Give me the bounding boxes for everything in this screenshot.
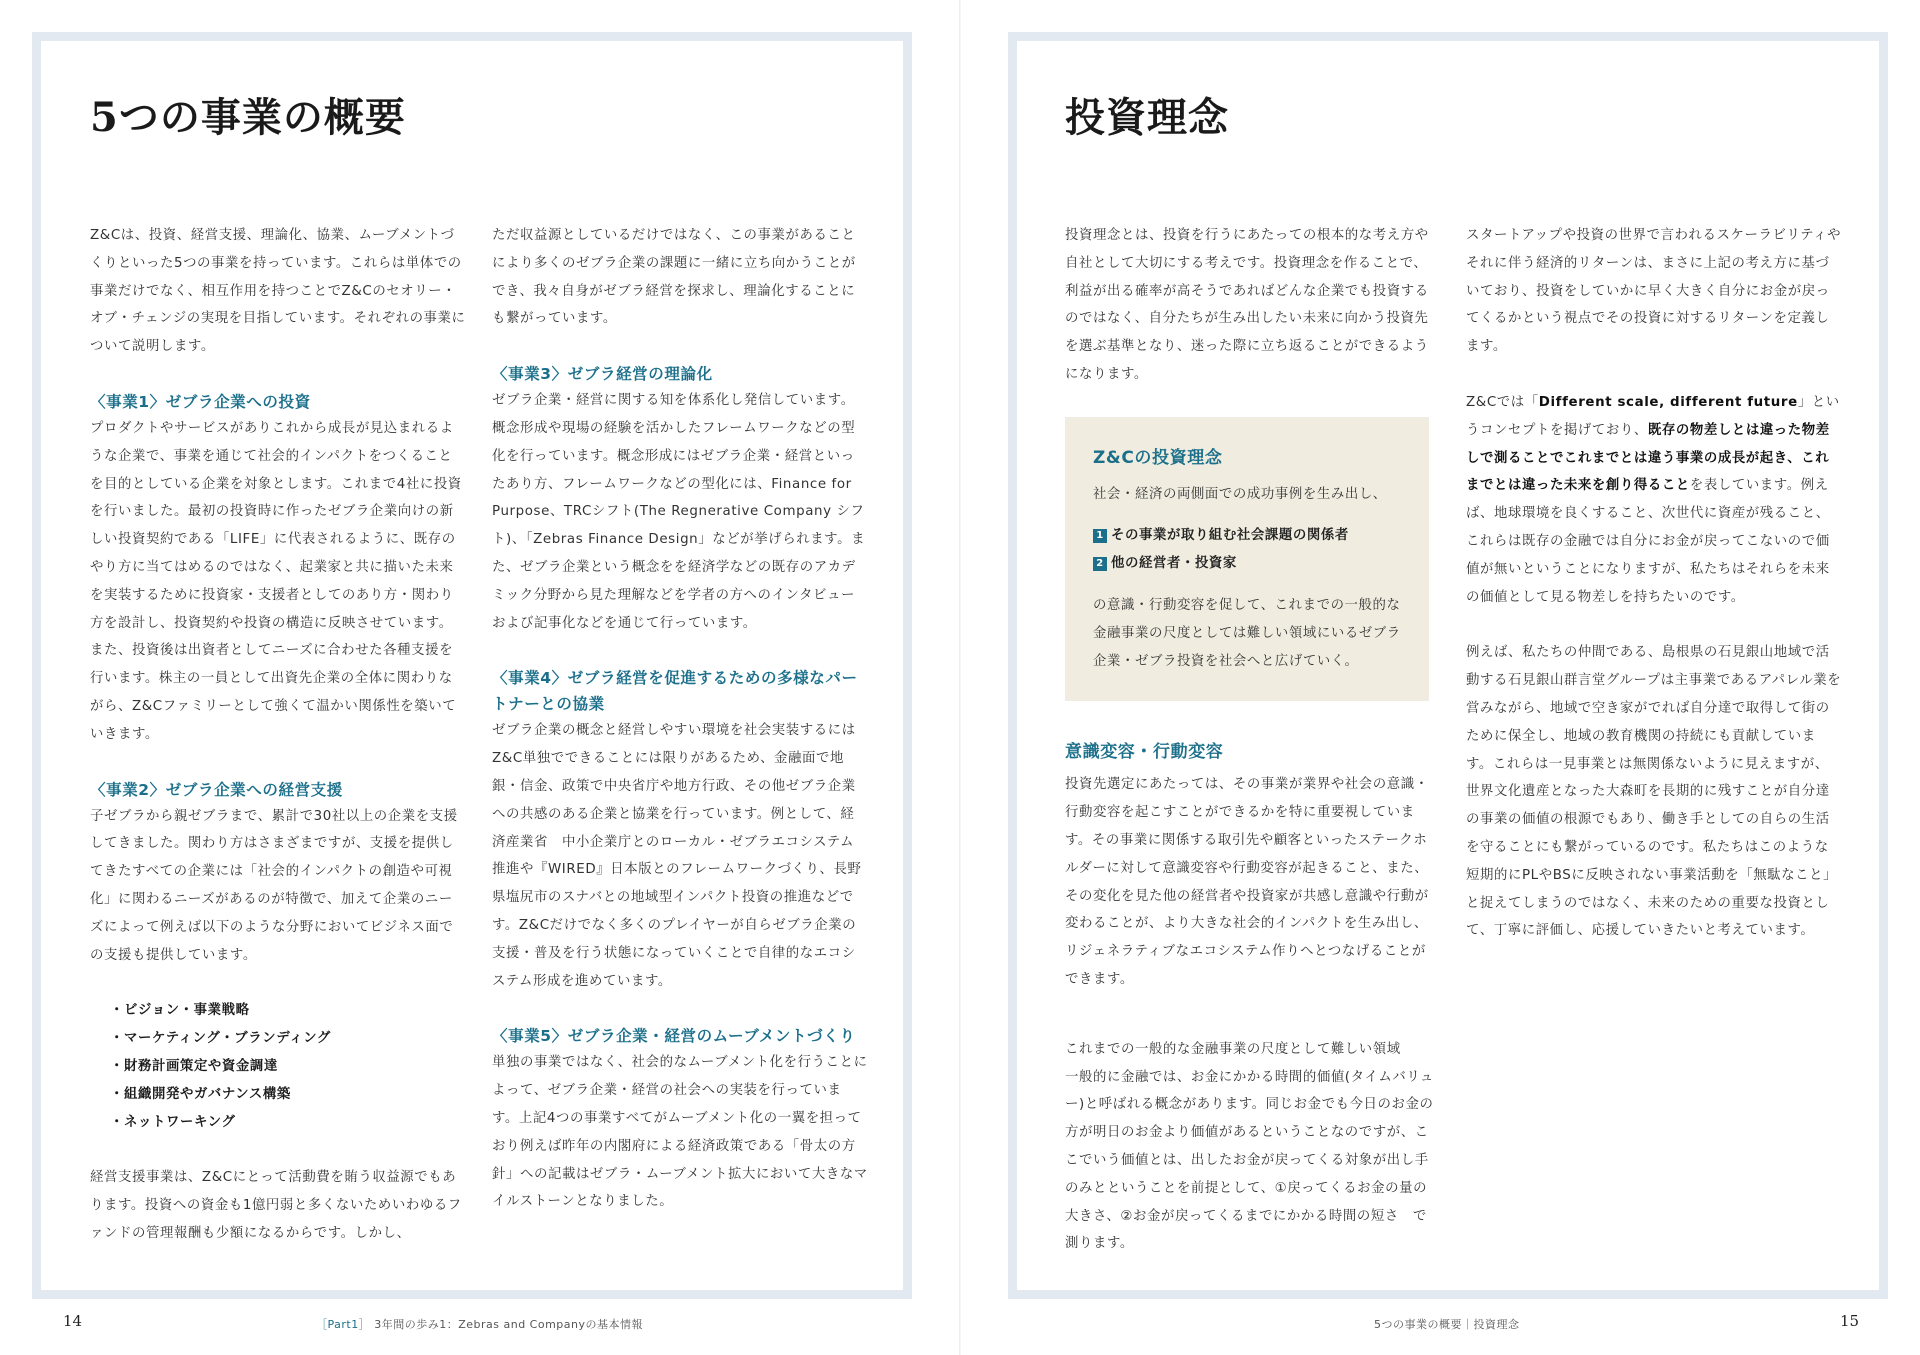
list-item: ・組織開発やガバナンス構築 <box>110 1086 291 1102</box>
concept-paragraph <box>1466 389 1842 611</box>
callout-item-text: 他の経営者・投資家 <box>1111 556 1237 572</box>
page-number: 15 <box>1840 1312 1860 1330</box>
text-fragment: を表しています。例えば、地球環境を良くすること、次世代に資産が残ること、これらは既存の金融では自分にお金が戻ってこないので価値が無いということになりますが、私たちはそれらを未来の価値として見る物差しを持ちたいのです。 <box>1466 478 1830 605</box>
callout-item-1 <box>1093 522 1401 550</box>
col2-continuation: ただ収益源としているだけではなく、この事業があることにより多くのゼブラ企業の課題に一緒に立ち向かうことができ、我々自身がゼブラ経営を探求し、理論化することにも繋がっています。 <box>492 228 856 327</box>
section2-body: これまでの一般的な金融事業の尺度として難しい領域 一般的に金融では、お金にかかる時間的価値(タイムバリュー)と呼ばれる概念があります。同じお金でも今日のお金の方が明日のお金より価値があるということなのですが、ここでいう価値とは、出したお金が戻ってくる対象が出し手のみとということを前提として、①戻ってくるお金の量の大きさ、②お金が戻ってくるまでにかかる時間の短さ で測ります。 <box>1065 1041 1434 1252</box>
right-column-1 <box>1065 222 1437 1258</box>
biz3-heading: 〈事業3〉ゼブラ経営の理論化 <box>492 365 713 384</box>
running-footer <box>316 1316 643 1332</box>
number-badge: 2 <box>1093 557 1107 571</box>
emphasis-phrase: 既存の物差しとは違った物差しで測ることでこれまでとは違う事業の成長が起き、これまでとは違った未来を創り得ること <box>1466 422 1830 494</box>
biz2-heading: 〈事業2〉ゼブラ企業への経営支援 <box>90 780 343 799</box>
number-badge: 1 <box>1093 529 1107 543</box>
running-footer-part: ［Part1］ <box>316 1318 371 1331</box>
biz1-body: プロダクトやサービスがありこれから成長が見込まれるような企業で、事業を通じて社会的インパクトをつくることを目的としている企業を対象とします。これまで4社に投資を行いました。最初の投資時に作ったゼブラ企業向けの新しい投資契約である「LIFE」に代表されるように、既存のやり方に当てはめるのではなく、起業家と共に描いた未来を実装するために投資家・支援者としてのあり方・関わり方を設計し、投資契約や投資の構造に反映させています。また、投資後は出資者としてニーズに合わせた各種支援を行います。株主の一員として出資先企業の全体に関わりながら、Z&Cファミリーとして強くて温かい関係性を築いていきます。 <box>90 420 462 742</box>
biz4-heading: 〈事業4〉ゼブラ経営を促進するための多様なパートナーとの協業 <box>492 669 858 714</box>
example-paragraph: 例えば、私たちの仲間である、島根県の石見銀山地域で活動する石見銀山群言堂グループは主事業であるアパレル業を営みながら、地域で空き家がでれば自分達で取得して街のために保全し、地域の教育機関の持続にも貢献しています。これらは一見事業とは無関係ないように見えますが、世界文化遺産となった大森町を長期的に残すことが自分達の事業の価値の根源でもあり、働き手としての自らの生活を守ることにも繋がっているのです。私たちはこのような短期的にPLやBSに反映されない事業活動を「無駄なこと」と捉えてしまうのではなく、未来のための重要な投資として、丁寧に評価し、応援していきたいと考えています。 <box>1466 645 1842 939</box>
callout-lead: 社会・経済の両側面での成功事例を生み出し、 <box>1093 486 1387 502</box>
page-number: 14 <box>63 1312 83 1330</box>
list-item: ・財務計画策定や資金調達 <box>110 1058 278 1074</box>
section-heading: 意識変容・行動変容 <box>1065 742 1224 763</box>
biz4-body: ゼブラ企業の概念と経営しやすい環境を社会実装するにはZ&C単独でできることには限りがあるため、金融面で地銀・信金、政策で中央省庁や地方行政、その他ゼブラ企業への共感のある企業と協業を行っています。例として、経済産業省 中小企業庁とのローカル・ゼブラエコシステム推進や『WIRED』日本版とのフレームワークづくり、長野県塩尻市のスナバとの地域型インパクト投資の推進などです。Z&Cだけでなく多くのプレイヤーが自らゼブラ企業の支援・普及を行う状態になっていくことで自律的なエコシステム形成を進めています。 <box>492 723 862 989</box>
left-column-1 <box>90 222 466 1248</box>
philosophy-callout <box>1065 417 1429 702</box>
list-item: ・ビジョン・事業戦略 <box>110 1003 250 1019</box>
callout-item-2 <box>1093 550 1401 578</box>
intro-paragraph: 投資理念とは、投資を行うにあたっての根本的な考え方や自社として大切にする考えです。投資理念を作ることで、利益が出る確率が高そうであればどんな企業でも投資するのではなく、自分たちが生み出したい未来に向かう投資先を選ぶ基準となり、迷った際に立ち返ることができるようになります。 <box>1065 228 1429 382</box>
running-footer-text: 3年間の歩み1：Zebras and Companyの基本情報 <box>374 1318 644 1331</box>
callout-item-text: その事業が取り組む社会課題の関係者 <box>1111 528 1349 544</box>
intro-paragraph: Z&Cは、投資、経営支援、理論化、協業、ムーブメントづくりといった5つの事業を持っています。これらは単体での事業だけでなく、相互作用を持つことでZ&Cのセオリー・オブ・チェンジの実現を目指しています。それぞれの事業について説明します。 <box>90 228 466 355</box>
list-item: ・マーケティング・ブランディング <box>110 1031 331 1047</box>
biz5-body: 単独の事業ではなく、社会的なムーブメント化を行うことによって、ゼブラ企業・経営の社会への実装を行っています。上記4つの事業すべてがムーブメント化の一翼を担っており例えば昨年の内閣府による経済政策である「骨太の方針」への記載はゼブラ・ムーブメント拡大において大きなマイルストーンとなりました。 <box>492 1055 868 1210</box>
biz2-list <box>110 997 466 1136</box>
right-page <box>960 0 1920 1355</box>
text-fragment: 」というコンセプトを掲げており、 <box>1466 394 1840 438</box>
left-column-2 <box>492 222 868 1244</box>
section-body: 投資先選定にあたっては、その事業が業界や社会の意識・行動変容を起こすことができるかを特に重要視しています。その事業に関係する取引先や顧客といったステークホルダーに対して意識変容や行動変容が起きること、また、その変化を見た他の経営者や投資家が共感し意識や行動が変わることが、より大きな社会的インパクトを生み出し、リジェネラティブなエコシステム作りへとつなげることができます。 <box>1065 777 1429 987</box>
biz5-heading: 〈事業5〉ゼブラ企業・経営のムーブメントづくり <box>492 1027 856 1046</box>
callout-body: の意識・行動変容を促して、これまでの一般的な金融事業の尺度としては難しい領域にいるゼブラ企業・ゼブラ投資を社会へと広げていく。 <box>1093 597 1401 669</box>
concept-phrase: Different scale, different future <box>1538 394 1798 410</box>
right-column-2 <box>1466 222 1842 945</box>
text-fragment: Z&Cでは「 <box>1466 394 1539 410</box>
running-footer: 5つの事業の概要｜投資理念 <box>1374 1318 1520 1331</box>
page-title: 5つの事業の概要 <box>90 94 406 141</box>
list-item: ・ネットワーキング <box>110 1114 236 1130</box>
callout-title: Z&Cの投資理念 <box>1093 447 1223 468</box>
biz2-after: 経営支援事業は、Z&Cにとって活動費を賄う収益源でもあります。投資への資金も1億円弱と多くないためいわゆるファンドの管理報酬も少額になるからです。しかし、 <box>90 1170 462 1241</box>
scalability-paragraph: スタートアップや投資の世界で言われるスケーラビリティやそれに伴う経済的リターンは、まさに上記の考え方に基づいており、投資をしていかに早く大きく自分にお金が戻ってくるかという視点でその投資に対するリターンを定義します。 <box>1466 228 1842 355</box>
biz1-heading: 〈事業1〉ゼブラ企業への投資 <box>90 392 311 411</box>
biz3-body: ゼブラ企業・経営に関する知を体系化し発信しています。概念形成や現場の経験を活かしたフレームワークなどの型化を行っています。概念形成にはゼブラ企業・経営といったあり方、フレームワークなどの型化には、Finance for Purpose、TRCシフト(The Regnerative Company シフト)、「Zebras Finance Design」などが挙げられます。また、ゼブラ企業という概念をを経済学などの既存のアカデミック分野から見た理解などを学者の方へのインタビューおよび記事化などを通じて行っています。 <box>492 393 866 631</box>
page-title: 投資理念 <box>1065 94 1229 141</box>
biz2-body: 子ゼブラから親ゼブラまで、累計で30社以上の企業を支援してきました。関わり方はさまざまですが、支援を提供してきたすべての企業には「社会的インパクトの創造や可視化」に関わるニーズがあるのが特徴で、加えて企業のニーズによって例えば以下のような分野においてビジネス面での支援も提供しています。 <box>90 808 458 963</box>
